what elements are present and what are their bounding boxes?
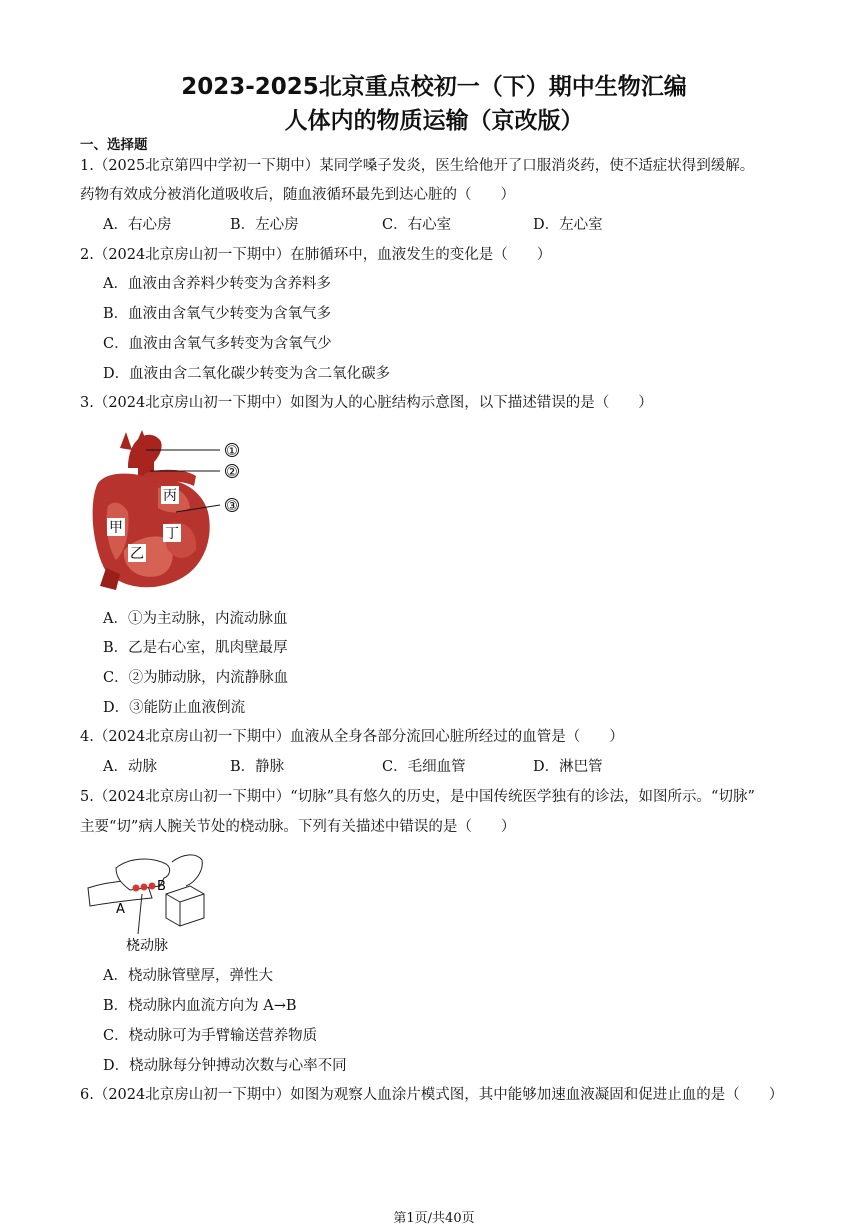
q5-option-a[interactable]: A．桡动脉管壁厚，弹性大 (103, 968, 273, 984)
q5-stem-line1: 5.（2024北京房山初一下期中）“切脉”具有悠久的历史，是中国传统医学独有的诊法，如图所示。“切脉” (80, 789, 755, 805)
label-jia: 甲 (109, 520, 123, 536)
q3-option-d[interactable]: D．③能防止血液倒流 (103, 700, 246, 716)
q6-stem: 6.（2024北京房山初一下期中）如图为观察人血涂片模式图，其中能够加速血液凝固和促进止血的是（ ） (80, 1087, 784, 1103)
label-yi: 乙 (130, 546, 144, 562)
q1-stem-line2: 药物有效成分被消化道吸收后，随血液循环最先到达心脏的（ ） (80, 187, 515, 203)
fingertip-1 (133, 885, 140, 892)
label-2: ② (226, 465, 238, 480)
q4-option-c[interactable]: C．毛细血管 (382, 759, 466, 775)
q2-option-d[interactable]: D．血液由含二氧化碳少转变为含二氧化碳多 (103, 366, 391, 382)
q1-option-b[interactable]: B．左心房 (230, 217, 299, 233)
q3-option-b[interactable]: B．乙是右心室，肌肉壁最厚 (103, 640, 288, 656)
label-bing: 丙 (163, 488, 177, 504)
q1-option-a[interactable]: A．右心房 (103, 217, 172, 233)
heart-diagram (80, 428, 250, 593)
q2-option-b[interactable]: B．血液由含氧气少转变为含氧气多 (103, 306, 332, 322)
q2-stem: 2.（2024北京房山初一下期中）在肺循环中，血液发生的变化是（ ） (80, 247, 552, 263)
q4-option-d[interactable]: D．淋巴管 (533, 759, 603, 775)
label-radial-artery: 桡动脉 (126, 938, 168, 954)
q4-option-b[interactable]: B．静脉 (230, 759, 285, 775)
q2-option-a[interactable]: A．血液由含养料少转变为含养料多 (103, 276, 331, 292)
pulse-diagram (86, 850, 211, 958)
q2-option-c[interactable]: C．血液由含氧气多转变为含氧气少 (103, 336, 332, 352)
q3-stem: 3.（2024北京房山初一下期中）如图为人的心脏结构示意图，以下描述错误的是（ ） (80, 395, 653, 411)
q1-option-d[interactable]: D．左心室 (533, 217, 603, 233)
q5-option-c[interactable]: C．桡动脉可为手臂输送营养物质 (103, 1028, 318, 1044)
fingertip-2 (141, 884, 148, 891)
label-3: ③ (226, 499, 238, 514)
q3-option-a[interactable]: A．①为主动脉，内流动脉血 (103, 611, 288, 627)
wrist-pillow (166, 886, 204, 926)
q4-stem: 4.（2024北京房山初一下期中）血液从全身各部分流回心脏所经过的血管是（ ） (80, 729, 624, 745)
doc-title-line1: 2023-2025北京重点校初一（下）期中生物汇编 (181, 74, 687, 100)
doc-title-line2: 人体内的物质运输（京改版） (284, 108, 584, 134)
page-footer: 第1页/共40页 (393, 1211, 475, 1226)
section-heading: 一、选择题 (80, 137, 148, 153)
q1-stem-line1: 1.（2025北京第四中学初一下期中）某同学嗓子发炎，医生给他开了口服消炎药，使不适症状得到缓解。 (80, 158, 755, 174)
label-1: ① (226, 444, 238, 459)
q5-option-d[interactable]: D．桡动脉每分钟搏动次数与心率不同 (103, 1058, 347, 1074)
fingertip-3 (149, 883, 156, 890)
q5-option-b[interactable]: B．桡动脉内血流方向为 A→B (103, 998, 297, 1014)
artery-pointer (138, 894, 142, 934)
label-ding: 丁 (165, 526, 179, 542)
q4-option-a[interactable]: A．动脉 (103, 759, 157, 775)
q3-option-c[interactable]: C．②为肺动脉，内流静脉血 (103, 670, 289, 686)
q1-option-c[interactable]: C．右心室 (382, 217, 452, 233)
label-a: A (116, 902, 125, 917)
aorta-branch-1 (120, 432, 132, 450)
q5-stem-line2: 主要“切”病人腕关节处的桡动脉。下列有关描述中错误的是（ ） (80, 819, 516, 835)
patient-hand-outline (172, 855, 202, 886)
label-b: B (157, 879, 166, 894)
